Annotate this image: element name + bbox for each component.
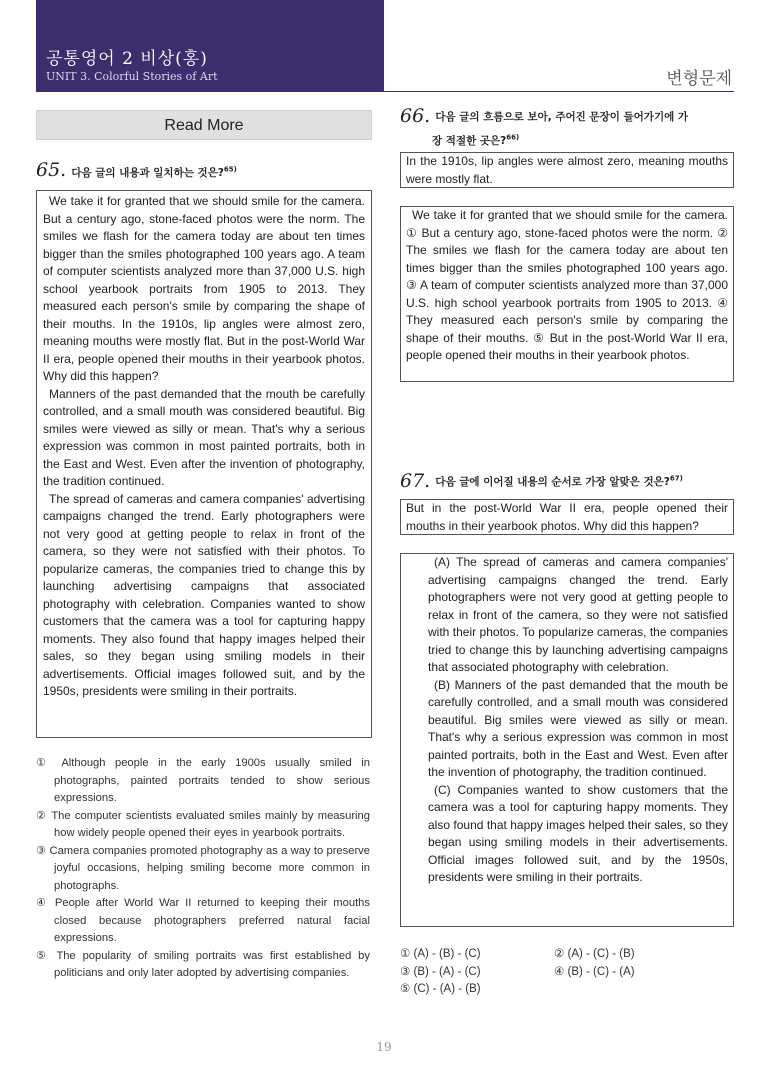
answer-choice-1[interactable]: ① (A) - (B) - (C) xyxy=(400,948,481,960)
question-65-prompt: 다음 글의 내용과 일치하는 것은? xyxy=(71,167,224,179)
section-label: 변형문제 xyxy=(666,69,732,89)
footnote-65: 65) xyxy=(223,165,237,174)
question-66-number: 66. xyxy=(400,105,431,127)
passage-item-b: (B) Manners of the past demanded that the mouth be carefully controlled, and a small mouth was considered beautiful. Big smiles were viewed as silly or mean. That's why a serious expression was common in most painted portraits, both in the East and West. Even after the invention of photography, the tradition continued. xyxy=(428,677,728,779)
passage-item-c: (C) Companies wanted to show customers that the camera was a tool for capturing happy moments. They also found that happy images helped their sales, so they began using smiling models in their advertisements. Official images followed suit, and by the 1950s, presidents were smiling in their portraits. xyxy=(428,782,728,884)
question-65-number: 65. xyxy=(36,159,67,181)
unit-subtitle: UNIT 3. Colorful Stories of Art xyxy=(46,70,218,83)
book-title: 공통영어 2 비상(홍) xyxy=(46,49,208,69)
question-67-number: 67. xyxy=(400,470,431,492)
footnote-66: 66) xyxy=(506,133,520,141)
passage-paragraph: We take it for granted that we should smile for the camera. ① But a century ago, stone-faced photos were the norm. ② The smiles we flash for the camera today are about ten times bigger than the smiles photographed 100 years ago. ③ A team of computer scientists analyzed more than 37,000 U.S. high school yearbook portraits from 1905 to 2013. ④ They measured each person's smile by comparing the shape of their mouths. ⑤ But in the post-World War II era, people opened their mouths in their yearbook photos. xyxy=(406,208,728,362)
answer-choice-4[interactable]: ④ People after World War II returned to keeping their mouths closed because photographers preferred natural facial expressions. xyxy=(36,897,370,944)
footnote-67: 67) xyxy=(669,474,683,483)
question-66-line-2: 장 적절한 곳은? xyxy=(432,134,507,147)
question-66-text xyxy=(400,135,519,147)
answer-choice-5[interactable]: ⑤ (C) - (A) - (B) xyxy=(400,983,481,995)
answer-choice-3[interactable]: ③ (B) - (A) - (C) xyxy=(400,965,481,978)
read-more-banner: Read More xyxy=(36,110,372,140)
question-67-heading xyxy=(400,470,734,492)
question-67-passage xyxy=(400,553,734,927)
question-66-passage xyxy=(400,206,734,382)
answer-choice-2[interactable]: ② (A) - (C) - (B) xyxy=(554,948,635,960)
question-67-text xyxy=(435,476,683,488)
question-66-given-sentence: In the 1910s, lip angles were almost zero, meaning mouths were mostly flat. xyxy=(400,152,734,188)
question-66-heading xyxy=(400,106,734,151)
question-67-choices xyxy=(400,946,734,999)
question-65-passage xyxy=(36,190,372,738)
question-67-given-sentence: But in the post-World War II era, people opened their mouths in their yearbook photos. Why did this happen? xyxy=(400,499,734,535)
passage-item-a: (A) The spread of cameras and camera companies' advertising campaigns changed the trend. Early photographers were not very good at getting people to relax in front of the camera, so they were not satisfied with their photos. To popularize cameras, the companies tried to change this by launching advertising campaigns that associated photography with celebration. xyxy=(428,555,728,674)
page-number: 19 xyxy=(376,1040,392,1054)
question-65-choices xyxy=(36,755,370,983)
question-65-heading xyxy=(36,159,372,181)
header-divider xyxy=(384,91,734,92)
passage-paragraph: The spread of cameras and camera companies' advertising campaigns changed the trend. Early photographers were not very good at getting people to relax in front of the camera, so they were not satisfied with their photos. To popularize cameras, the companies tried to change this by launching advertising campaigns that associated photography with celebration. Companies wanted to show customers that the camera was a tool for capturing happy moments. They also found that happy images helped their sales, so they began using smiling models in their advertisements. Official images followed suit, and by the 1950s, presidents were smiling in their portraits. xyxy=(43,491,365,698)
question-65-text xyxy=(71,167,237,179)
question-66-line-1: 다음 글의 흐름으로 보아, 주어진 문장이 들어가기에 가 xyxy=(435,111,689,123)
passage-paragraph: Manners of the past demanded that the mouth be carefully controlled, and a small mouth was considered beautiful. Big smiles were viewed as silly or mean. That's why a serious expression was common in most painted portraits, both in the East and West. Even after the invention of photography, the tradition continued. xyxy=(43,386,365,488)
answer-choice-4[interactable]: ④ (B) - (C) - (A) xyxy=(554,965,635,978)
answer-choice-1[interactable]: ① Although people in the early 1900s usually smiled in photographs, painted portraits tended to show serious expressions. xyxy=(36,757,370,804)
answer-choice-3[interactable]: ③ Camera companies promoted photography as a way to preserve joyful occasions, helping smiling become more common in photographs. xyxy=(36,844,370,892)
answer-choice-2[interactable]: ② The computer scientists evaluated smiles mainly by measuring how widely people opened their eyes in yearbook portraits. xyxy=(36,809,370,839)
answer-choice-5[interactable]: ⑤ The popularity of smiling portraits was first established by politicians and only later adopted by advertising companies. xyxy=(36,949,370,979)
question-67-prompt: 다음 글에 이어질 내용의 순서로 가장 알맞은 것은? xyxy=(435,476,670,488)
passage-paragraph: We take it for granted that we should smile for the camera. But a century ago, stone-faced photos were the norm. The smiles we flash for the camera today are about ten times bigger than the smiles photographed 100 years ago. A team of computer scientists analyzed more than 37,000 U.S. high school yearbook portraits from 1905 to 2013. They measured each person's smile by comparing the shape of their mouths. In the 1910s, lip angles were almost zero, meaning mouths were mostly flat. But in the post-World War II era, people opened their mouths in their yearbook photos. Why did this happen? xyxy=(43,194,365,383)
